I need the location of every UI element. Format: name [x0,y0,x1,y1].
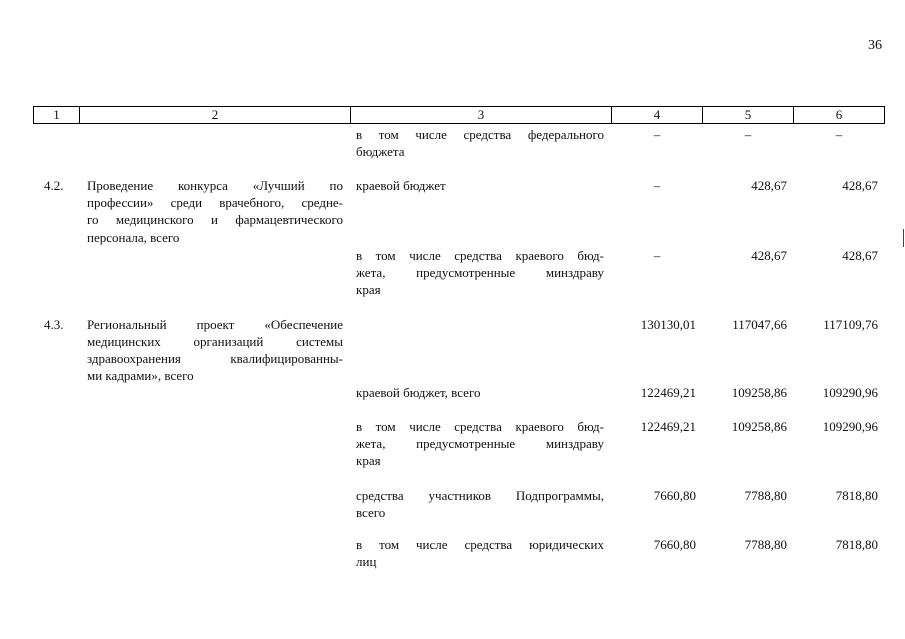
row-number: 4.3. [44,317,64,332]
name-line: профессии» среди врачебного, средне- [87,195,343,210]
source-line: лиц [356,554,377,569]
value-cell: 7788,80 [744,488,787,503]
header-cell: 6 [793,106,885,124]
value-cell: – [653,178,661,193]
value-cell: 428,67 [751,178,787,193]
value-cell: 130130,01 [640,317,696,332]
source-line: в том числе средства юридических [356,537,604,552]
value-cell: – [653,248,661,263]
header-cell: 1 [33,106,80,124]
value-cell: 428,67 [842,248,878,263]
source-line: края [356,282,381,297]
value-cell: 117109,76 [823,317,878,332]
value-cell: – [744,127,752,142]
page-number: 36 [868,38,882,53]
source-line: бюджета [356,144,405,159]
header-cell: 5 [702,106,794,124]
value-cell: 109258,86 [731,385,787,400]
source-line: краевой бюджет [356,178,446,193]
name-line: медицинских организаций системы [87,334,343,349]
name-line: Региональный проект «Обеспечение [87,317,343,332]
header-cell: 3 [350,106,612,124]
source-line: средства участников Подпрограммы, [356,488,604,503]
value-cell: 109258,86 [731,419,787,434]
row-number: 4.2. [44,178,64,193]
source-line: жета, предусмотренные минздраву [356,265,604,280]
source-line: в том числе средства краевого бюд- [356,248,604,263]
source-line: края [356,453,381,468]
value-cell: 117047,66 [732,317,787,332]
value-cell: 7818,80 [835,488,878,503]
value-cell: – [835,127,843,142]
value-cell: – [653,127,661,142]
source-line: жета, предусмотренные минздраву [356,436,604,451]
scan-mark [903,229,904,247]
value-cell: 7818,80 [835,537,878,552]
value-cell: 109290,96 [822,385,878,400]
header-cell: 2 [79,106,351,124]
name-line: го медицинского и фармацевтического [87,212,343,227]
source-line: в том числе средства краевого бюд- [356,419,604,434]
value-cell: 122469,21 [640,419,696,434]
value-cell: 428,67 [751,248,787,263]
value-cell: 7788,80 [744,537,787,552]
name-line: ми кадрами», всего [87,368,194,383]
name-line: здравоохранения квалифицированны- [87,351,343,366]
source-line: краевой бюджет, всего [356,385,481,400]
source-line: всего [356,505,386,520]
value-cell: 428,67 [842,178,878,193]
header-cell: 4 [611,106,703,124]
value-cell: 7660,80 [653,488,696,503]
value-cell: 109290,96 [822,419,878,434]
value-cell: 122469,21 [640,385,696,400]
name-line: Проведение конкурса «Лучший по [87,178,343,193]
name-line: персонала, всего [87,230,180,245]
source-line: в том числе средства федерального [356,127,604,142]
value-cell: 7660,80 [653,537,696,552]
